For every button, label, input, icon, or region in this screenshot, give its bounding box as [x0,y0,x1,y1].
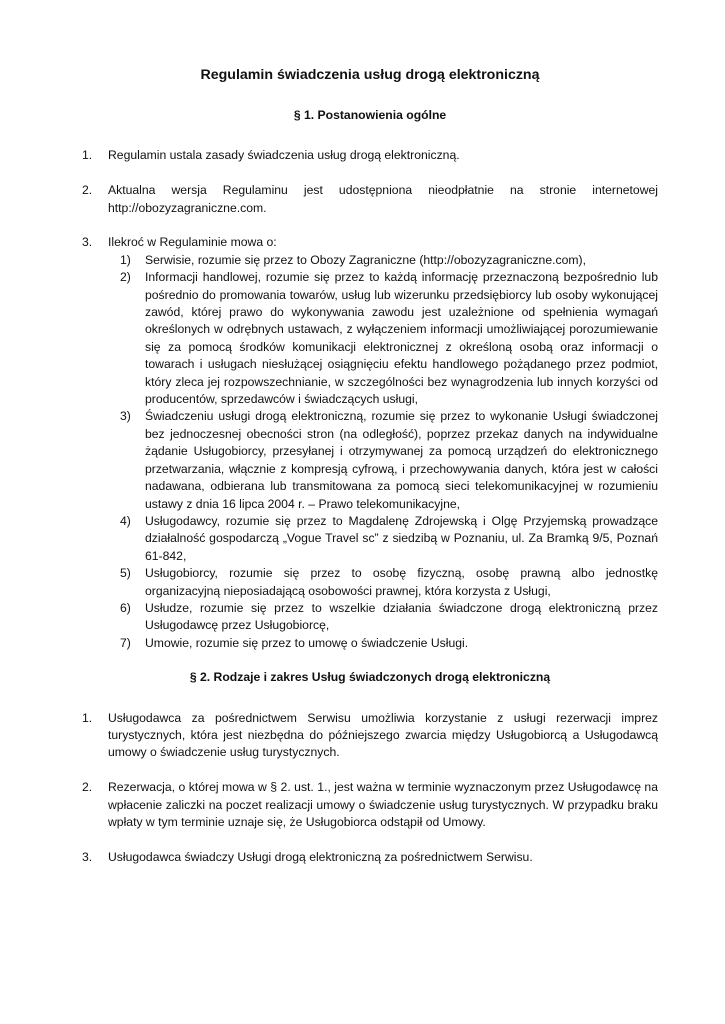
section-1-heading: § 1. Postanowienia ogólne [293,108,447,122]
subitem-number: 4) [120,513,131,528]
item-text: Rezerwacja, o której mowa w § 2. ust. 1., jest ważna w terminie wyznaczonym przez Usługodawcę na wpłacenie zaliczki na poczet realizacji umowy o świadczenie usług turystycznych. W przypadku braku wpłaty w tym terminie uznaje się, że Usługobiorca odstąpił od Umowy. [108,780,658,829]
definition-item [108,513,658,565]
subitem-number: 5) [120,566,131,581]
definitions-list [108,252,658,652]
subitem-number: 1) [120,252,131,267]
item-text: Usługodawca świadczy Usługi drogą elektroniczną za pośrednictwem Serwisu. [108,849,533,864]
item-number: 2. [82,183,93,198]
list-item [82,182,658,217]
subitem-text: Świadczeniu usługi drogą elektroniczną, rozumie się przez to wykonanie Usługi świadczonej bez jednoczesnej obecności stron (na odległość), poprzez przekaz danych na indywidualne żądanie Usługobiorcy, przesyłanej i otrzymywanej za pomocą urządzeń do elektronicznego przetwarzania, włącznie z kompresją cyfrową, i przechowywania danych, która jest w całości nadawana, odbierana lub transmitowana za pomocą sieci telekomunikacyjnej w rozumieniu ustawy z dnia 16 lipca 2004 r. – Prawo telekomunikacyjne, [145,409,658,511]
definition-item [108,635,658,652]
subitem-text: Umowie, rozumie się przez to umowę o świadczenie Usługi. [145,635,469,650]
section-2-heading: § 2. Rodzaje i zakres Usług świadczonych drogą elektroniczną [189,670,551,685]
subitem-text: Usługodawcy, rozumie się przez to Magdalenę Zdrojewską i Olgę Przyjemską prowadzące działalność gospodarczą „Vogue Travel sc” z siedzibą w Poznaniu, ul. Za Bramką 9/5, Poznań 61-842, [145,513,658,563]
subitem-text: Usługobiorcy, rozumie się przez to osobę fizyczną, osobę prawną albo jednostkę organizacyjną nieposiadającą osobowości prawnej, która korzysta z Usługi, [145,566,658,598]
list-item [82,779,658,831]
list-item [82,710,658,762]
list-item [82,234,658,652]
subitem-number: 6) [120,600,131,615]
item-text: Ilekroć w Regulaminie mowa o: [108,235,277,250]
definition-item [108,269,658,408]
document-title: Regulamin świadczenia usług drogą elektroniczną [200,67,540,83]
item-number: 1. [82,710,93,725]
definition-item [108,600,658,635]
item-text: Usługodawca za pośrednictwem Serwisu umożliwia korzystanie z usługi rezerwacji imprez turystycznych, która jest niezbędna do późniejszego zwarcia między Usługobiorcą a Usługodawcą umowy o świadczenie usług turystycznych. [108,710,658,760]
item-number: 3. [82,849,93,864]
definition-item [108,565,658,600]
item-text: Regulamin ustala zasady świadczenia usług drogą elektroniczną. [108,148,460,163]
definition-item [108,252,658,269]
section-1-list [82,147,658,652]
item-text: Aktualna wersja Regulaminu jest udostępniona nieodpłatnie na stronie internetowej http://obozyzagraniczne.com. [108,183,658,215]
definition-item [108,408,658,512]
section-2-list [82,710,658,867]
subitem-text: Informacji handlowej, rozumie się przez to każdą informację przeznaczoną bezpośrednio lub pośrednio do promowania towarów, usług lub wizerunku przedsiębiorcy lub osoby wykonującej zawód, której prawo do wykonywania zawodu jest uzależnione od spełnienia wymagań określonych w odrębnych ustawach, z wyłączeniem informacji umożliwiającej porozumiewanie się za pomocą środków komunikacji elektronicznej z określoną osobą oraz informacji o towarach i usługach niesłużącej osiągnięciu efektu handlowego pożądanego przez podmiot, który zleca jej rozpowszechnianie, w szczególności bez wynagrodzenia lub innych korzyści od producentów, sprzedawców i świadczących usługi, [145,270,658,407]
list-item [82,849,658,866]
list-item [82,147,658,164]
subitem-text: Serwisie, rozumie się przez to Obozy Zagraniczne (http://obozyzagraniczne.com), [145,252,586,267]
subitem-number: 3) [120,409,131,424]
subitem-text: Usłudze, rozumie się przez to wszelkie działania świadczone drogą elektroniczną przez Usługodawcę przez Usługobiorcę, [145,600,658,633]
item-number: 1. [82,148,93,163]
item-number: 3. [82,235,93,250]
item-number: 2. [82,780,93,795]
subitem-number: 7) [120,635,131,650]
subitem-number: 2) [120,270,131,285]
